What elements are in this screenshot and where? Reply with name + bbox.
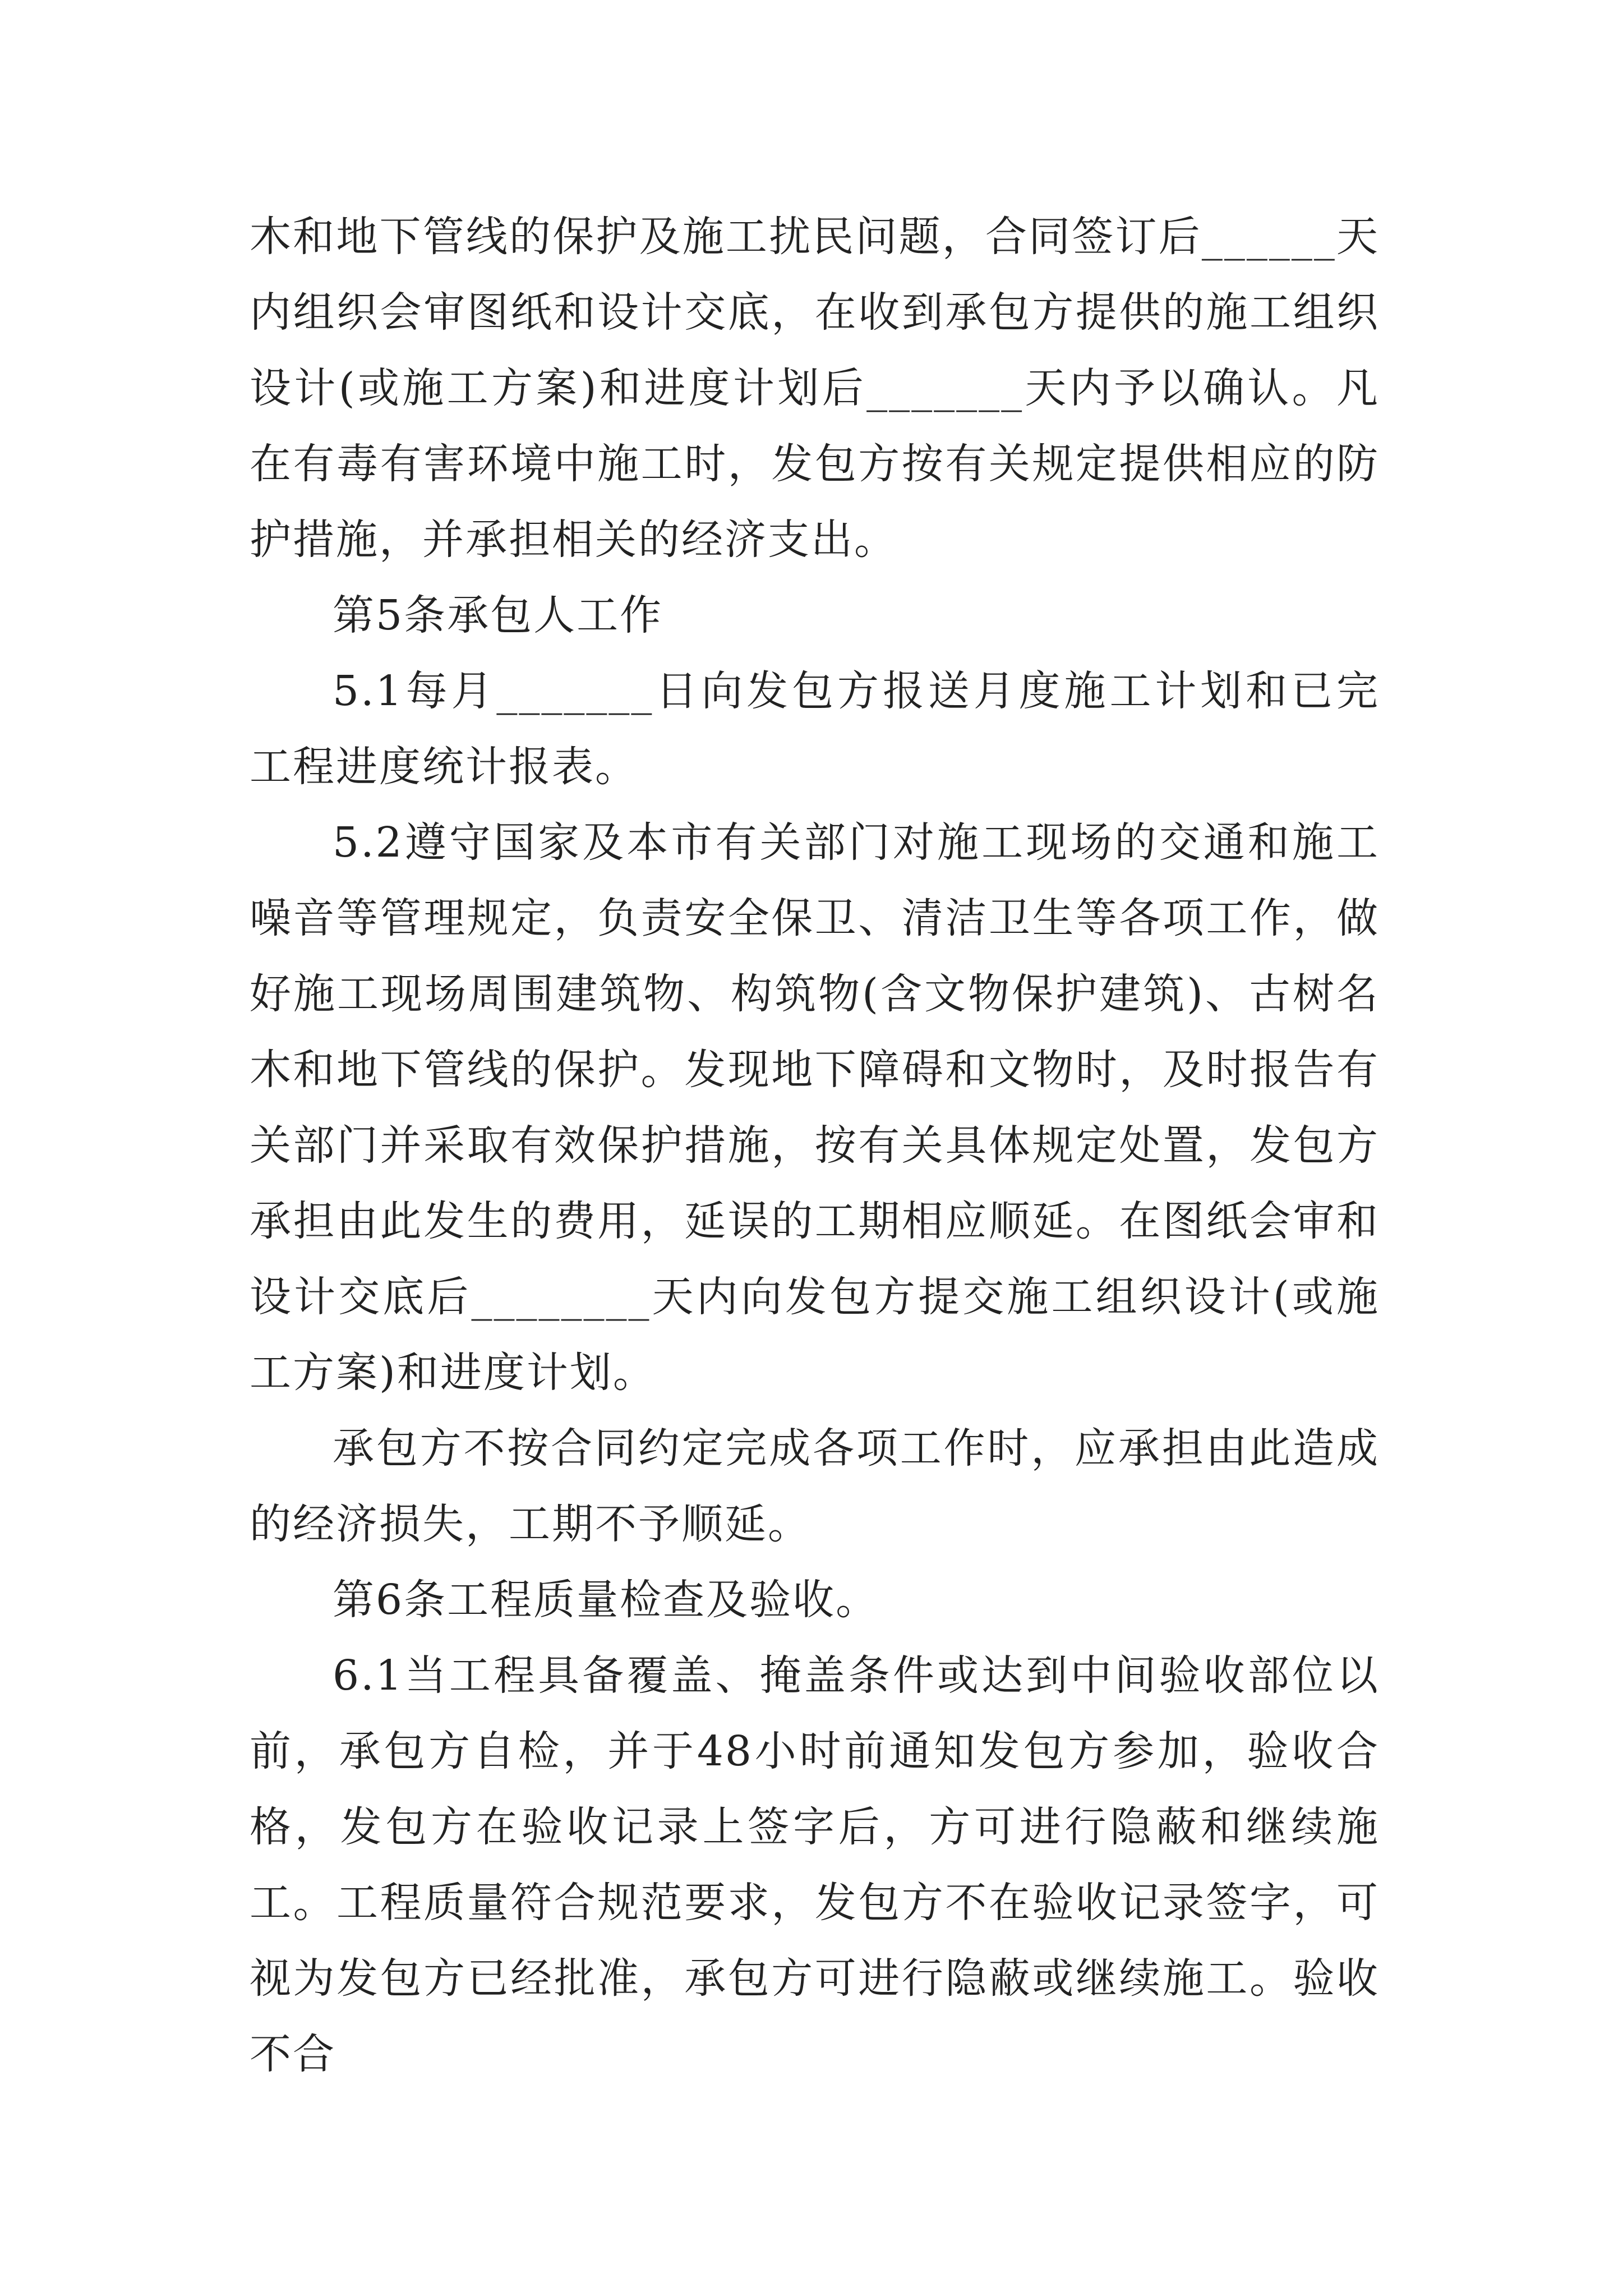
- contractor-liability-paragraph: 承包方不按合同约定完成各项工作时，应承担由此造成的经济损失，工期不予顺延。: [250, 1424, 1380, 1548]
- paragraph-1: 木和地下管线的保护及施工扰民问题，合同签订后______天内组织会审图纸和设计交底，在收到承包方提供的施工组织设计(或施工方案)和进度计划后_______天内予以确认。凡在有毒有害环境中施工时，发包方按有关规定提供相应的防护措施，并承担相关的经济支出。: [250, 213, 1380, 564]
- clause-5-1: 5.1每月_______日向发包方报送月度施工计划和已完工程进度统计报表。: [250, 667, 1380, 791]
- document-page: [250, 199, 1380, 2092]
- clause-6-1: 6.1当工程具备覆盖、掩盖条件或达到中间验收部位以前，承包方自检，并于48小时前通知发包方参加，验收合格，发包方在验收记录上签字后，方可进行隐蔽和继续施工。工程质量符合规范要求，发包方不在验收记录签字，可视为发包方已经批准，承包方可进行隐蔽或继续施工。验收不合: [250, 1651, 1380, 2078]
- article-6-heading: 第6条工程质量检查及验收。: [333, 1576, 879, 1624]
- article-5-heading: 第5条承包人工作: [333, 591, 663, 639]
- clause-5-2: 5.2遵守国家及本市有关部门对施工现场的交通和施工噪音等管理规定，负责安全保卫、清洁卫生等各项工作，做好施工现场周围建筑物、构筑物(含文物保护建筑)、古树名木和地下管线的保护。发现地下障碍和文物时，及时报告有关部门并采取有效保护措施，按有关具体规定处置，发包方承担由此发生的费用，延误的工期相应顺延。在图纸会审和设计交底后________天内向发包方提交施工组织设计(或施工方案)和进度计划。: [250, 818, 1380, 1397]
